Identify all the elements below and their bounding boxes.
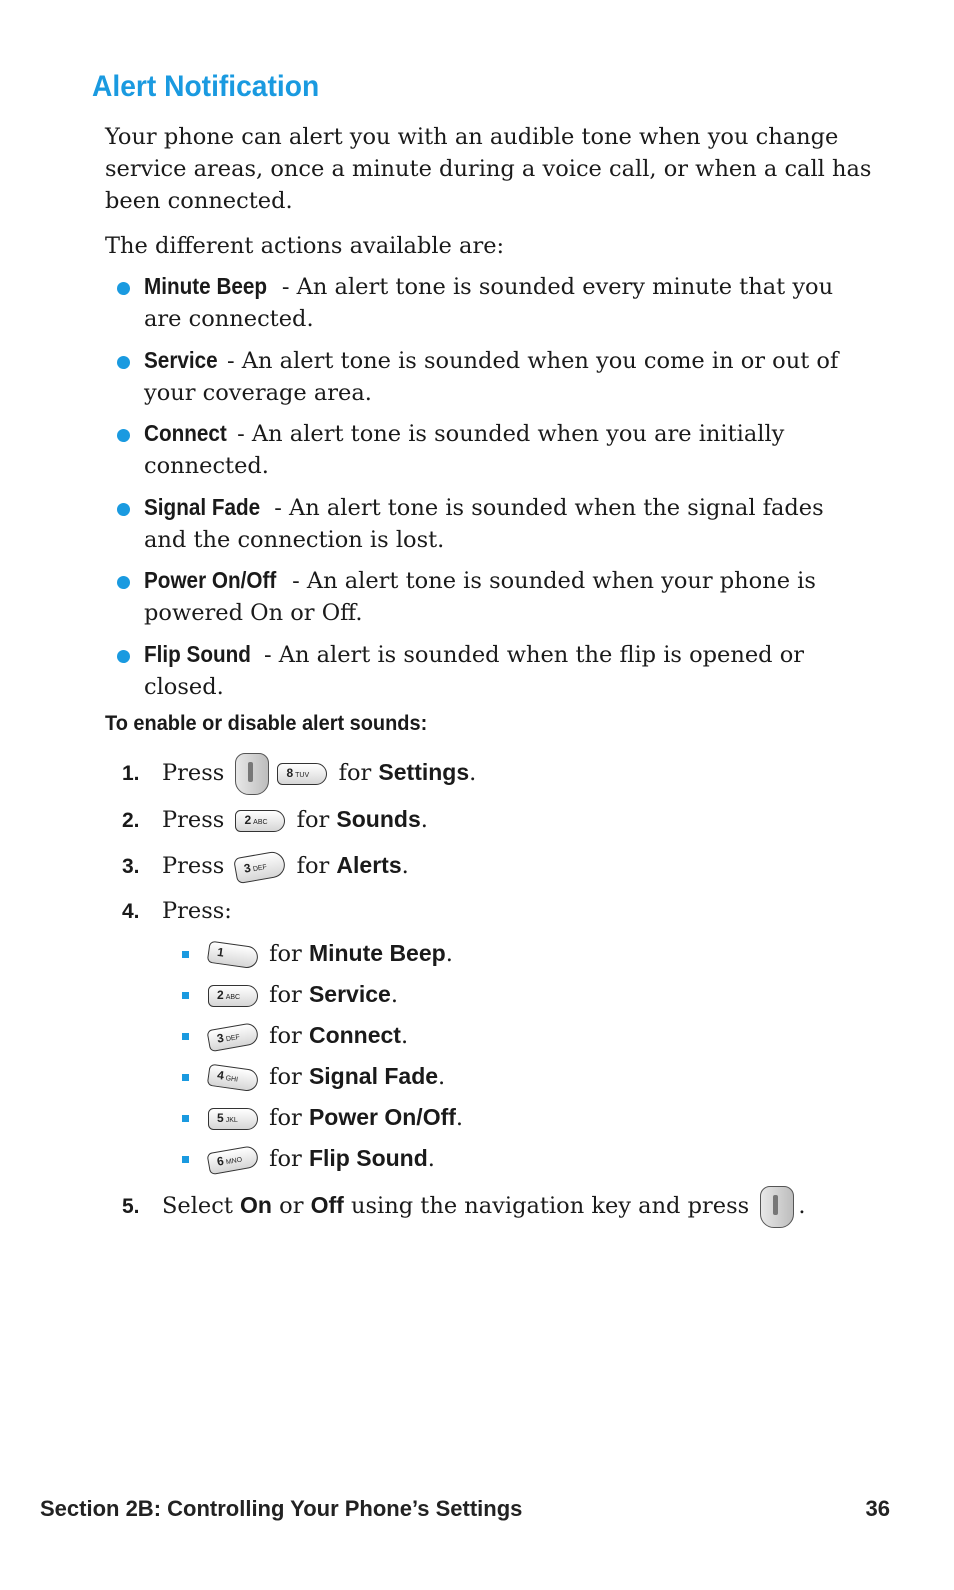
key-6-icon: 6MNO [206, 1145, 259, 1175]
procedure-heading: To enable or disable alert sounds: [105, 712, 428, 735]
bullet-icon [117, 356, 130, 369]
square-bullet-icon [182, 951, 189, 958]
list-item: 2 ABC for Service. [182, 976, 463, 1017]
intro-paragraph: Your phone can alert you with an audible tone when you change service areas, once a minute during a voice call, or when a call has been connected. [105, 124, 872, 214]
key-5-icon: 5 JKL [208, 1108, 258, 1130]
bullet-icon [117, 576, 130, 589]
step-5: 5. Select On or Off using the navigation key and press . [122, 1186, 806, 1228]
step-2: 2. Press 2 ABC for Sounds. [122, 806, 428, 833]
key-8-icon: 8 TUV [277, 763, 327, 785]
list-item: Service - An alert tone is sounded when you come in or out of your coverage area. [110, 344, 870, 409]
page-number: 36 [865, 1496, 890, 1521]
key-2-icon: 2 ABC [208, 985, 258, 1007]
page-title: Alert Notification [92, 70, 320, 103]
key-3-icon: 3DEF [234, 850, 288, 884]
key-1-icon: 1 [207, 941, 260, 970]
bullet-icon [117, 429, 130, 442]
list-item: 5 JKL for Power On/Off. [182, 1099, 463, 1140]
key-3-icon: 3DEF [206, 1022, 259, 1052]
key-4-icon: 4GHI [207, 1064, 260, 1093]
list-item: Power On/Off - An alert tone is sounded when your phone is powered On or Off. [110, 564, 870, 629]
list-item: 6MNO for Flip Sound. [182, 1140, 463, 1181]
step-3: 3. Press 3DEF for Alerts. [122, 850, 409, 882]
square-bullet-icon [182, 1033, 189, 1040]
step-4: 4. Press: [122, 898, 232, 924]
menu-ok-key-icon [760, 1186, 794, 1228]
list-item: 3DEF for Connect. [182, 1017, 463, 1058]
bullet-icon [117, 282, 130, 295]
list-item: Flip Sound - An alert is sounded when the flip is opened or closed. [110, 638, 870, 703]
list-item: Signal Fade - An alert tone is sounded when the signal fades and the connection is lost. [110, 491, 870, 556]
page-footer [40, 1496, 890, 1522]
bullet-icon [117, 650, 130, 663]
footer-section: Section 2B: Controlling Your Phone’s Settings [40, 1496, 523, 1521]
list-item: 1 for Minute Beep. [182, 935, 463, 976]
list-item: Connect - An alert tone is sounded when you are initially connected. [110, 417, 870, 482]
list-item: 4GHI for Signal Fade. [182, 1058, 463, 1099]
square-bullet-icon [182, 992, 189, 999]
actions-list [110, 270, 870, 711]
alert-options-list [182, 935, 463, 1181]
menu-ok-key-icon [235, 753, 269, 795]
actions-intro: The different actions available are: [105, 233, 505, 259]
key-2-icon: 2 ABC [235, 810, 285, 832]
step-1: 1. Press 8 TUV for Settings. [122, 753, 476, 795]
square-bullet-icon [182, 1156, 189, 1163]
square-bullet-icon [182, 1074, 189, 1081]
bullet-icon [117, 503, 130, 516]
square-bullet-icon [182, 1115, 189, 1122]
list-item: Minute Beep - An alert tone is sounded every minute that you are connected. [110, 270, 870, 335]
